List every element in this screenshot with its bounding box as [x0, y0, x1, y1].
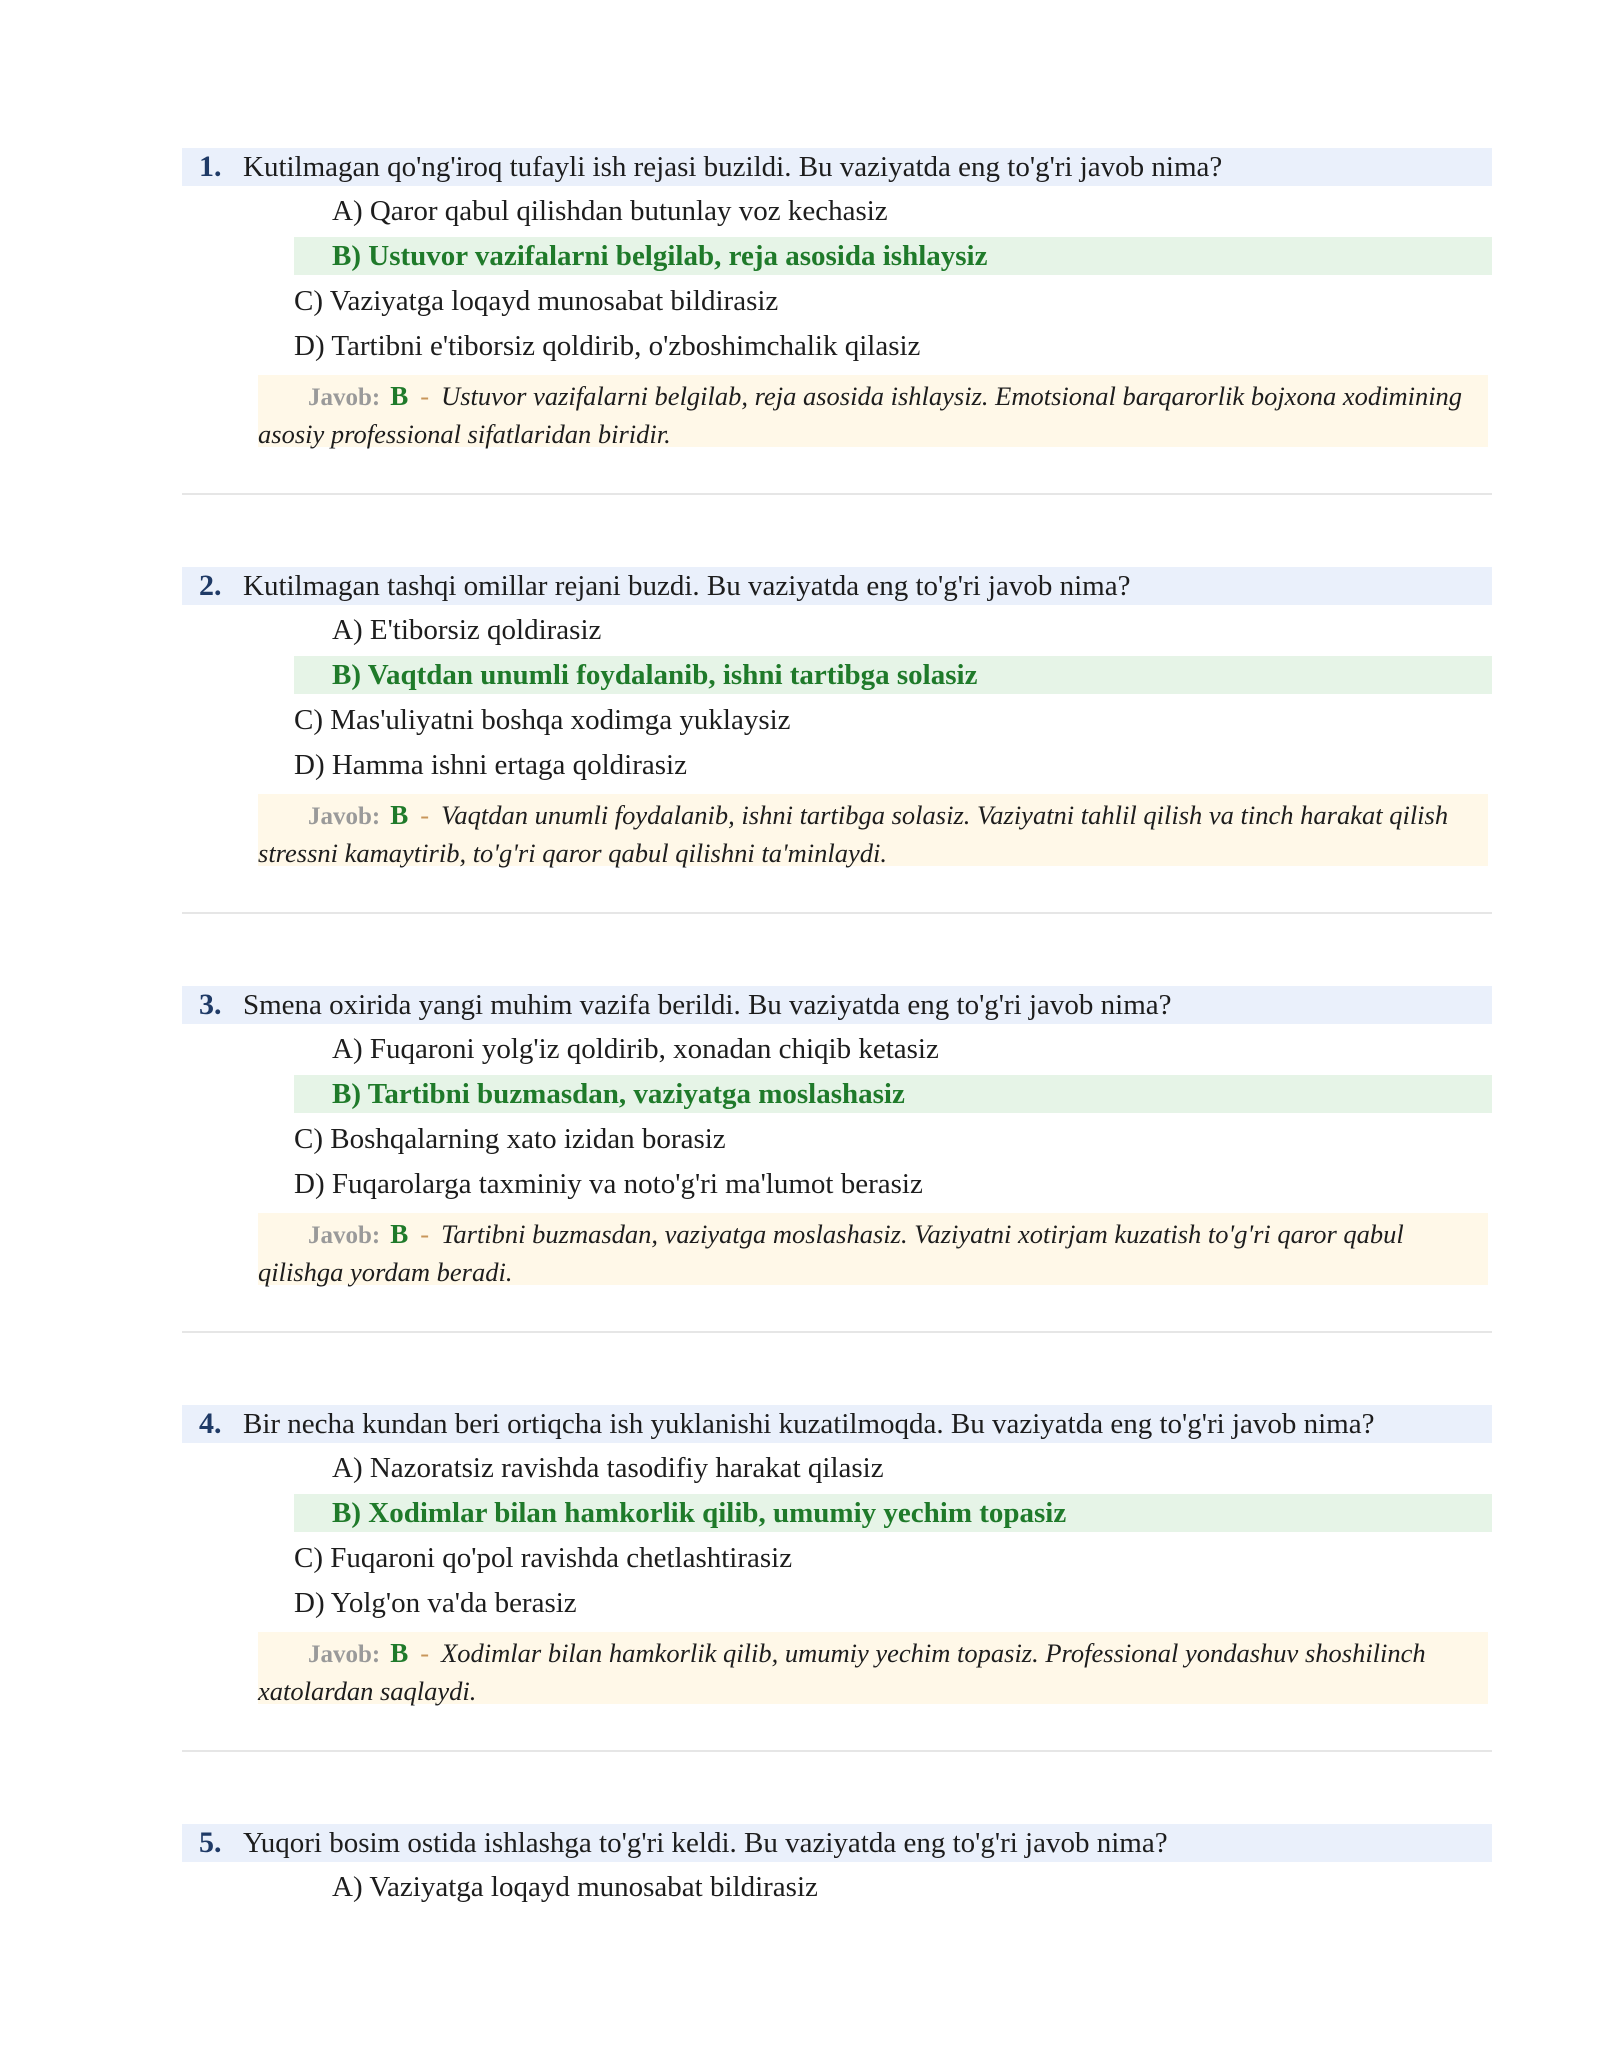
answer-letter: B	[390, 1638, 409, 1668]
answer-label: Javob:	[308, 1222, 381, 1249]
option-a: A) Fuqaroni yolg'iz qoldirib, xonadan chiqib ketasiz	[332, 1033, 939, 1065]
question-text: Yuqori bosim ostida ishlashga to'g'ri keldi. Bu vaziyatda eng to'g'ri javob nima?	[243, 1827, 1168, 1859]
option-a: A) E'tiborsiz qoldirasiz	[332, 614, 602, 646]
question-header	[182, 567, 1492, 605]
option-c: C) Fuqaroni qo'pol ravishda chetlashtirasiz	[294, 1542, 793, 1574]
option-a: A) Vaziyatga loqayd munosabat bildirasiz	[332, 1871, 818, 1903]
question-number: 4.	[199, 1407, 222, 1440]
answer-letter: B	[390, 800, 409, 830]
question-text: Smena oxirida yangi muhim vazifa berildi. Bu vaziyatda eng to'g'ri javob nima?	[243, 989, 1172, 1021]
question-separator	[182, 912, 1492, 914]
answer-letter: B	[390, 1219, 409, 1249]
option-b-correct: B) Xodimlar bilan hamkorlik qilib, umumiy yechim topasiz	[332, 1497, 1067, 1529]
option-c: C) Boshqalarning xato izidan borasiz	[294, 1123, 726, 1155]
answer-dash: -	[420, 1219, 430, 1249]
correct-option-highlight	[294, 237, 1492, 275]
option-c: C) Vaziyatga loqayd munosabat bildirasiz	[294, 285, 779, 317]
question-separator	[182, 1750, 1492, 1752]
question-separator	[182, 493, 1492, 495]
question-text: Bir necha kundan beri ortiqcha ish yuklanishi kuzatilmoqda. Bu vaziyatda eng to'g'ri javob nima?	[243, 1408, 1375, 1440]
question-separator	[182, 1331, 1492, 1333]
option-b-correct: B) Ustuvor vazifalarni belgilab, reja asosida ishlaysiz	[332, 240, 988, 272]
answer-text	[258, 1216, 1488, 1290]
answer-explanation: Tartibni buzmasdan, vaziyatga moslashasiz. Vaziyatni xotirjam kuzatish to'g'ri qaror qabul qilishga yordam beradi.	[258, 1219, 1404, 1287]
question-number: 1.	[199, 150, 222, 183]
answer-explanation: Ustuvor vazifalarni belgilab, reja asosida ishlaysiz. Emotsional barqarorlik bojxona xodimining asosiy professional sifatlaridan biridir.	[258, 381, 1463, 449]
answer-label: Javob:	[308, 803, 381, 830]
answer-dash: -	[420, 800, 430, 830]
answer-box	[258, 1632, 1488, 1704]
option-a: A) Nazoratsiz ravishda tasodifiy harakat qilasiz	[332, 1452, 884, 1484]
answer-text	[258, 797, 1488, 871]
answer-dash: -	[420, 381, 430, 411]
correct-option-highlight	[294, 656, 1492, 694]
option-a: A) Qaror qabul qilishdan butunlay voz kechasiz	[332, 195, 888, 227]
answer-text	[258, 378, 1488, 452]
question-number: 2.	[199, 569, 222, 602]
question-text: Kutilmagan tashqi omillar rejani buzdi. Bu vaziyatda eng to'g'ri javob nima?	[243, 570, 1131, 602]
answer-label: Javob:	[308, 384, 381, 411]
answer-box	[258, 375, 1488, 447]
answer-letter: B	[390, 381, 409, 411]
question-number: 3.	[199, 988, 222, 1021]
question-header	[182, 148, 1492, 186]
answer-label: Javob:	[308, 1641, 381, 1668]
option-d: D) Hamma ishni ertaga qoldirasiz	[294, 749, 687, 781]
option-d: D) Tartibni e'tiborsiz qoldirib, o'zboshimchalik qilasiz	[294, 330, 921, 362]
option-b-correct: B) Vaqtdan unumli foydalanib, ishni tartibga solasiz	[332, 659, 978, 691]
answer-box	[258, 794, 1488, 866]
answer-explanation: Xodimlar bilan hamkorlik qilib, umumiy yechim topasiz. Professional yondashuv shoshilinch xatolardan saqlaydi.	[258, 1638, 1426, 1706]
correct-option-highlight	[294, 1494, 1492, 1532]
question-header	[182, 1405, 1492, 1443]
answer-explanation: Vaqtdan unumli foydalanib, ishni tartibga solasiz. Vaziyatni tahlil qilish va tinch harakat qilish stressni kamaytirib, to'g'ri qaror qabul qilishni ta'minlaydi.	[258, 800, 1449, 868]
question-number: 5.	[199, 1826, 222, 1859]
answer-dash: -	[420, 1638, 430, 1668]
option-c: C) Mas'uliyatni boshqa xodimga yuklaysiz	[294, 704, 791, 736]
option-b-correct: B) Tartibni buzmasdan, vaziyatga moslashasiz	[332, 1078, 905, 1110]
correct-option-highlight	[294, 1075, 1492, 1113]
question-header	[182, 1824, 1492, 1862]
question-header	[182, 986, 1492, 1024]
option-d: D) Yolg'on va'da berasiz	[294, 1587, 577, 1619]
option-d: D) Fuqarolarga taxminiy va noto'g'ri ma'lumot berasiz	[294, 1168, 923, 1200]
question-text: Kutilmagan qo'ng'iroq tufayli ish rejasi buzildi. Bu vaziyatda eng to'g'ri javob nima?	[243, 151, 1223, 183]
answer-text	[258, 1635, 1488, 1709]
answer-box	[258, 1213, 1488, 1285]
